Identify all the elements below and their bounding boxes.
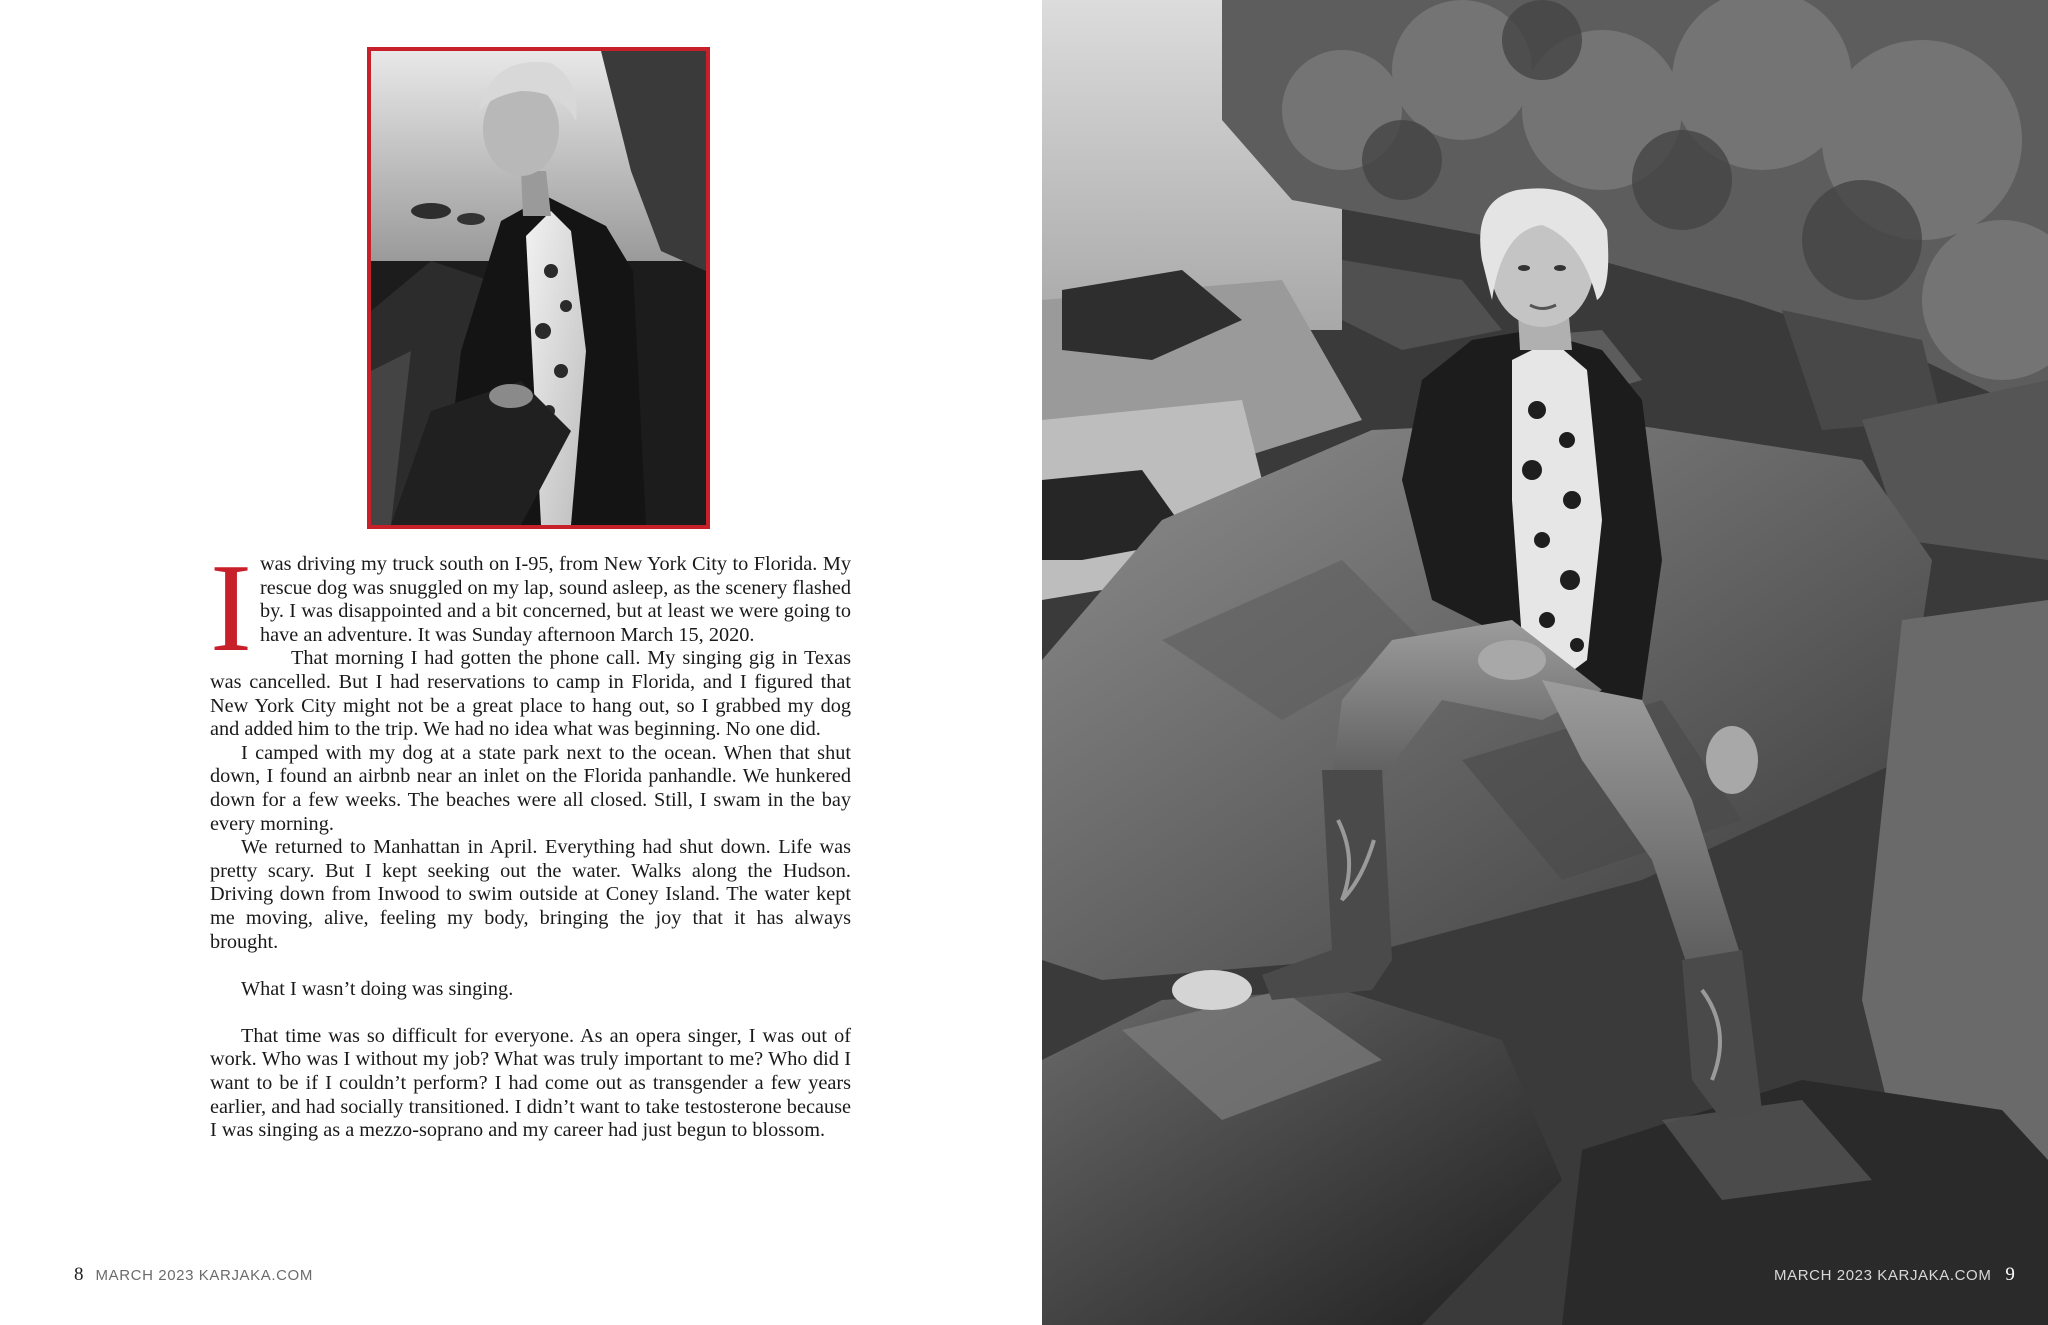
hero-portrait-photo (1042, 0, 2048, 1325)
footer-left (74, 1264, 313, 1286)
article-paragraph: What I wasn’t doing was singing. (241, 977, 514, 1000)
article-paragraph: I camped with my dog at a state park next to the ocean. When that shut down, I found an airbnb near an inlet on the Florida panhandle. We hunkered down for a few weeks. The beaches were all closed. Still, I swam in the bay every morning. (210, 741, 851, 835)
article-paragraph: That morning I had gotten the phone call. My singing gig in Texas was cancelled. But I had reservations to camp in Florida, and I figured that New York City might not be a great place to hang out, so I grabbed my dog and added him to the trip. We had no idea what was beginning. No one did. (210, 647, 851, 741)
article-body (210, 539, 851, 1143)
article-paragraph: We returned to Manhattan in April. Everything had shut down. Life was pretty scary. But I kept seeking out the water. Walks along the Hudson. Driving down from Inwood to swim outside at Coney Island. The water kept me moving, alive, feeling my body, bringing the joy that it has always brought. (210, 836, 851, 953)
drop-cap: I (210, 539, 252, 678)
article-paragraph: was driving my truck south on I-95, from New York City to Florida. My rescue dog was snuggled on my lap, sound asleep, as the scenery flashed by. I was disappointed and a bit concerned, but at least we were going to have an adventure. It was Sunday afternoon March 15, 2020. (259, 553, 851, 646)
footer-right (1774, 1264, 2015, 1286)
page-number: 9 (2005, 1264, 2015, 1285)
article-paragraph: That time was so difficult for everyone. As an opera singer, I was out of work. Who was I without my job? What was truly important to me? Who did I want to be if I couldn’t perform? I had come out as transgender a few years earlier, and had socially transitioned. I didn’t want to take testosterone because I was singing as a mezzo-soprano and my career had just begun to blossom. (210, 1024, 851, 1142)
hero-portrait-image (1042, 0, 2048, 1325)
inset-portrait-photo (367, 47, 710, 529)
right-page (1042, 0, 2048, 1325)
page-number: 8 (74, 1264, 84, 1285)
footer-text: MARCH 2023 KARJAKA.COM (95, 1267, 313, 1284)
inset-portrait-image (371, 51, 706, 525)
footer-text: MARCH 2023 KARJAKA.COM (1774, 1267, 1992, 1284)
